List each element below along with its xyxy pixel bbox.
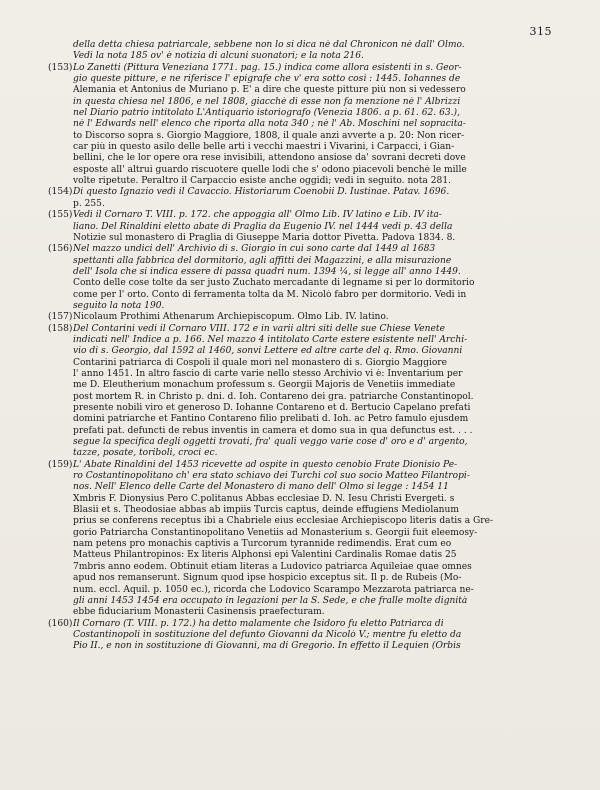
footnote-line: vio di s. Georgio, dal 1592 al 1460, sonvi Lettere ed altre carte del q. Rmo. Giovanni	[73, 346, 463, 357]
footnote-line: gorio Patriarcha Constantinopolitano Venetiis ad Monasterium s. Georgii fuit eleemosy-	[73, 527, 478, 538]
footnote-line: prefati pat. defuncti de rebus inventis in camera et domo sua in qua defunctus est. . . .	[73, 425, 473, 436]
footnote-line: Contarini patriarca di Cospoli il quale morì nel monastero di s. Giorgio Maggiore	[73, 357, 448, 368]
footnote-line: Notizie sul monastero di Praglia di Giuseppe Maria dottor Pivetta. Padova 1834. 8.	[73, 232, 456, 243]
footnote	[48, 312, 558, 323]
footnote-line: spettanti alla fabbrica del dormitorio, agli affitti dei Magazzini, e alla misurazione	[73, 255, 452, 266]
footnote-line: Vedi il Cornaro T. VIII. p. 172. che appoggia all' Olmo Lib. IV latino e Lib. IV ita-	[73, 210, 442, 221]
footnote-line: volte ripetute. Peraltro il Carpaccio esiste anche oggidì; vedi in seguito. nota 281.	[73, 176, 451, 187]
footnote-line: tazze, posate, toriboli, croci ec.	[73, 448, 218, 459]
footnote-line: Vedi la nota 185 ov' è notizia di alcuni suonatori; e la nota 216.	[73, 51, 364, 62]
footnote-line: ro Costantinopolitano ch' era stato schiavo dei Turchi col suo socio Matteo Filantropi-	[73, 471, 470, 482]
footnote-number: (155)	[48, 210, 73, 221]
footnote-line: apud nos remanserunt. Signum quod ipse hospicio exceptus sit. Il p. de Rubeis (Mo-	[73, 573, 462, 584]
footnote-line: prius se conferens receptus ibi a Chabriele eius ecclesiae Archiepiscopo literis datis a Gre-	[73, 516, 494, 527]
footnote-number: (157)	[48, 312, 73, 323]
footnote	[48, 244, 558, 312]
footnote-line: come per l' orto. Conto di ferramenta tolta da M. Nicolò fabro per dormitorio. Vedi in	[73, 289, 467, 300]
footnote-line: Conto delle cose tolte da ser justo Zuchato mercadante di legname si per lo dormitorio	[73, 278, 475, 289]
footnote	[48, 619, 558, 653]
footnote-line: Del Contarini vedi il Cornaro VIII. 172 e in varii altri siti delle sue Chiese Venete	[73, 323, 445, 334]
footnote-line: Pio II., e non in sostituzione di Giovanni, ma di Gregorio. In effetto il Lequien (Orbis	[73, 641, 461, 652]
footnote	[48, 40, 558, 63]
footnote-line: esposte all' altrui guardo riscuotere quelle lodi che s' odono piacevoli benchè le mille	[73, 164, 467, 175]
footnotes	[48, 40, 558, 653]
page-number: 315	[529, 25, 552, 38]
footnote-line: p. 255.	[73, 198, 105, 209]
footnote-line: l' anno 1451. In altro fascio di carte varie nello stesso Archivio vi è: Inventarium per	[73, 368, 463, 379]
footnote-line: Nel mazzo undici dell' Archivio di s. Giorgio in cui sono carte dal 1449 al 1683	[73, 244, 436, 255]
footnote-line: car più in questo asilo delle belle arti i vecchi maestri i Vivarini, i Carpacci, i Gian-	[73, 142, 455, 153]
footnote-line: seguito la nota 190.	[73, 300, 165, 311]
footnote-line: Nicolaum Prothimi Athenarum Archiepiscopum. Olmo Lib. IV. latino.	[73, 312, 389, 323]
footnote	[48, 210, 558, 244]
footnote-line: domini patriarche et Fantino Contareno filio prelibati d. Ioh. ac Petro famulo ejusdem	[73, 414, 469, 425]
footnote-line: liano. Del Rinaldini eletto abate di Praglia da Eugenio IV. nel 1444 vedi p. 43 della	[73, 221, 453, 232]
footnote-line: Matteus Philantropinos: Ex literis Alphonsi epi Valentini Cardinalis Romae datis 25	[73, 550, 457, 561]
footnote-line: to Discorso sopra s. Giorgio Maggiore, 1808, il quale anzi avverte a p. 20: Non ricer-	[73, 130, 465, 141]
footnote-line: Lo Zanetti (Pittura Veneziana 1771. pag. 15.) indica come allora esistenti in s. Geor-	[73, 62, 462, 73]
footnote-line: Costantinopoli in sostituzione del defunto Giovanni da Nicolò V.; mentre fu eletto da	[73, 629, 462, 640]
footnote-line: nos. Nell' Elenco delle Carte del Monastero di mano dell' Olmo si legge : 1454 11	[73, 482, 449, 493]
footnote-line: nè l' Edwards nell' elenco che riporta alla nota 340 ; nè l' Ab. Moschini nel sopracita-	[73, 119, 466, 130]
footnote-number: (154)	[48, 187, 73, 198]
footnote-line: in questa chiesa nel 1806, e nel 1808, giacchè di esse non fa menzione nè l' Albrizzi	[73, 96, 461, 107]
footnote-line: nam petens pro monachis captivis a Turcorum tyrannide redimendis. Erat cum eo	[73, 539, 452, 550]
footnote-line: 7mbris anno eodem. Obtinuit etiam literas a Ludovico patriarca Aquileiae quae omnes	[73, 561, 472, 572]
footnote-line: Xmbris F. Dionysius Pero C.politanus Abbas ecclesiae D. N. Iesu Christi Evergeti. s	[73, 493, 455, 504]
footnote-number: (153)	[48, 62, 73, 73]
footnote-line: me D. Eleutherium monachum professum s. Georgii Majoris de Venetiis immediate	[73, 380, 456, 391]
footnote-number: (156)	[48, 244, 73, 255]
footnote-number: (159)	[48, 459, 73, 470]
footnote-line: L' Abate Rinaldini del 1453 ricevette ad ospite in questo cenobio Frate Dionisio Pe-	[73, 459, 458, 470]
footnote-line: bellini, che le lor opere ora rese invisibili, attendono ansiose da' sovrani decreti dove	[73, 153, 466, 164]
footnote-line: Blasii et s. Theodosiae abbas ab impiis Turcis captus, deinde effugiens Mediolanum	[73, 505, 459, 516]
footnote	[48, 63, 558, 188]
footnote-line: ebbe fiduciarium Monasterii Casinensis praefecturam.	[73, 607, 325, 618]
footnote-line: post mortem R. in Christo p. dni. d. Ioh. Contareno dei gra. patriarche Constantinopol.	[73, 391, 474, 402]
footnote-line: della detta chiesa patriarcale, sebbene non lo si dica nè dal Chronicon nè dall' Olmo.	[73, 40, 465, 50]
footnote-line: indicati nell' Indice a p. 166. Nel mazzo 4 intitolato Carte estere esistente nell' Archi-	[73, 334, 468, 345]
footnote-number: (158)	[48, 323, 73, 334]
footnote-line: gli anni 1453 1454 era occupato in legazioni per la S. Sede, e che fralle molte dignità	[73, 595, 468, 606]
footnote-line: num. eccl. Aquil. p. 1050 ec.), ricorda che Lodovico Scarampo Mezzarota patriarca ne-	[73, 584, 474, 595]
footnote-line: dell' Isola che si indica essere di passa quadri num. 1394 ¼, si legge all' anno 1449.	[73, 266, 461, 277]
footnote-line: nel Diario patrio intitolato L'Antiquario istoriografo (Venezia 1806. a p. 61. 62. 63.),	[73, 108, 460, 119]
footnote	[48, 324, 558, 460]
footnote-number: (160)	[48, 618, 73, 629]
footnote-line: gio queste pitture, e ne riferisce l' epigrafe che v' era sotto così : 1445. Iohannes de	[73, 74, 461, 85]
footnote-line: presente nobili viro et generoso D. Iohanne Contareno et d. Bertucio Capelano prefati	[73, 403, 471, 413]
footnote-line: Di questo Ignazio vedi il Cavaccio. Historiarum Coenobii D. Iustinae. Patav. 1696.	[73, 187, 450, 198]
footnote	[48, 187, 558, 210]
footnote-line: segue la specifica degli oggetti trovati, fra' quali veggo varie cose d' oro e d' argento,	[73, 437, 468, 448]
footnote-line: Alemania et Antonius de Muriano p. E' a dire che queste pitture più non si vedessero	[73, 85, 466, 96]
footnote-line: Il Cornaro (T. VIII. p. 172.) ha detto malamente che Isidoro fu eletto Patriarca di	[73, 618, 444, 629]
footnote	[48, 460, 558, 619]
